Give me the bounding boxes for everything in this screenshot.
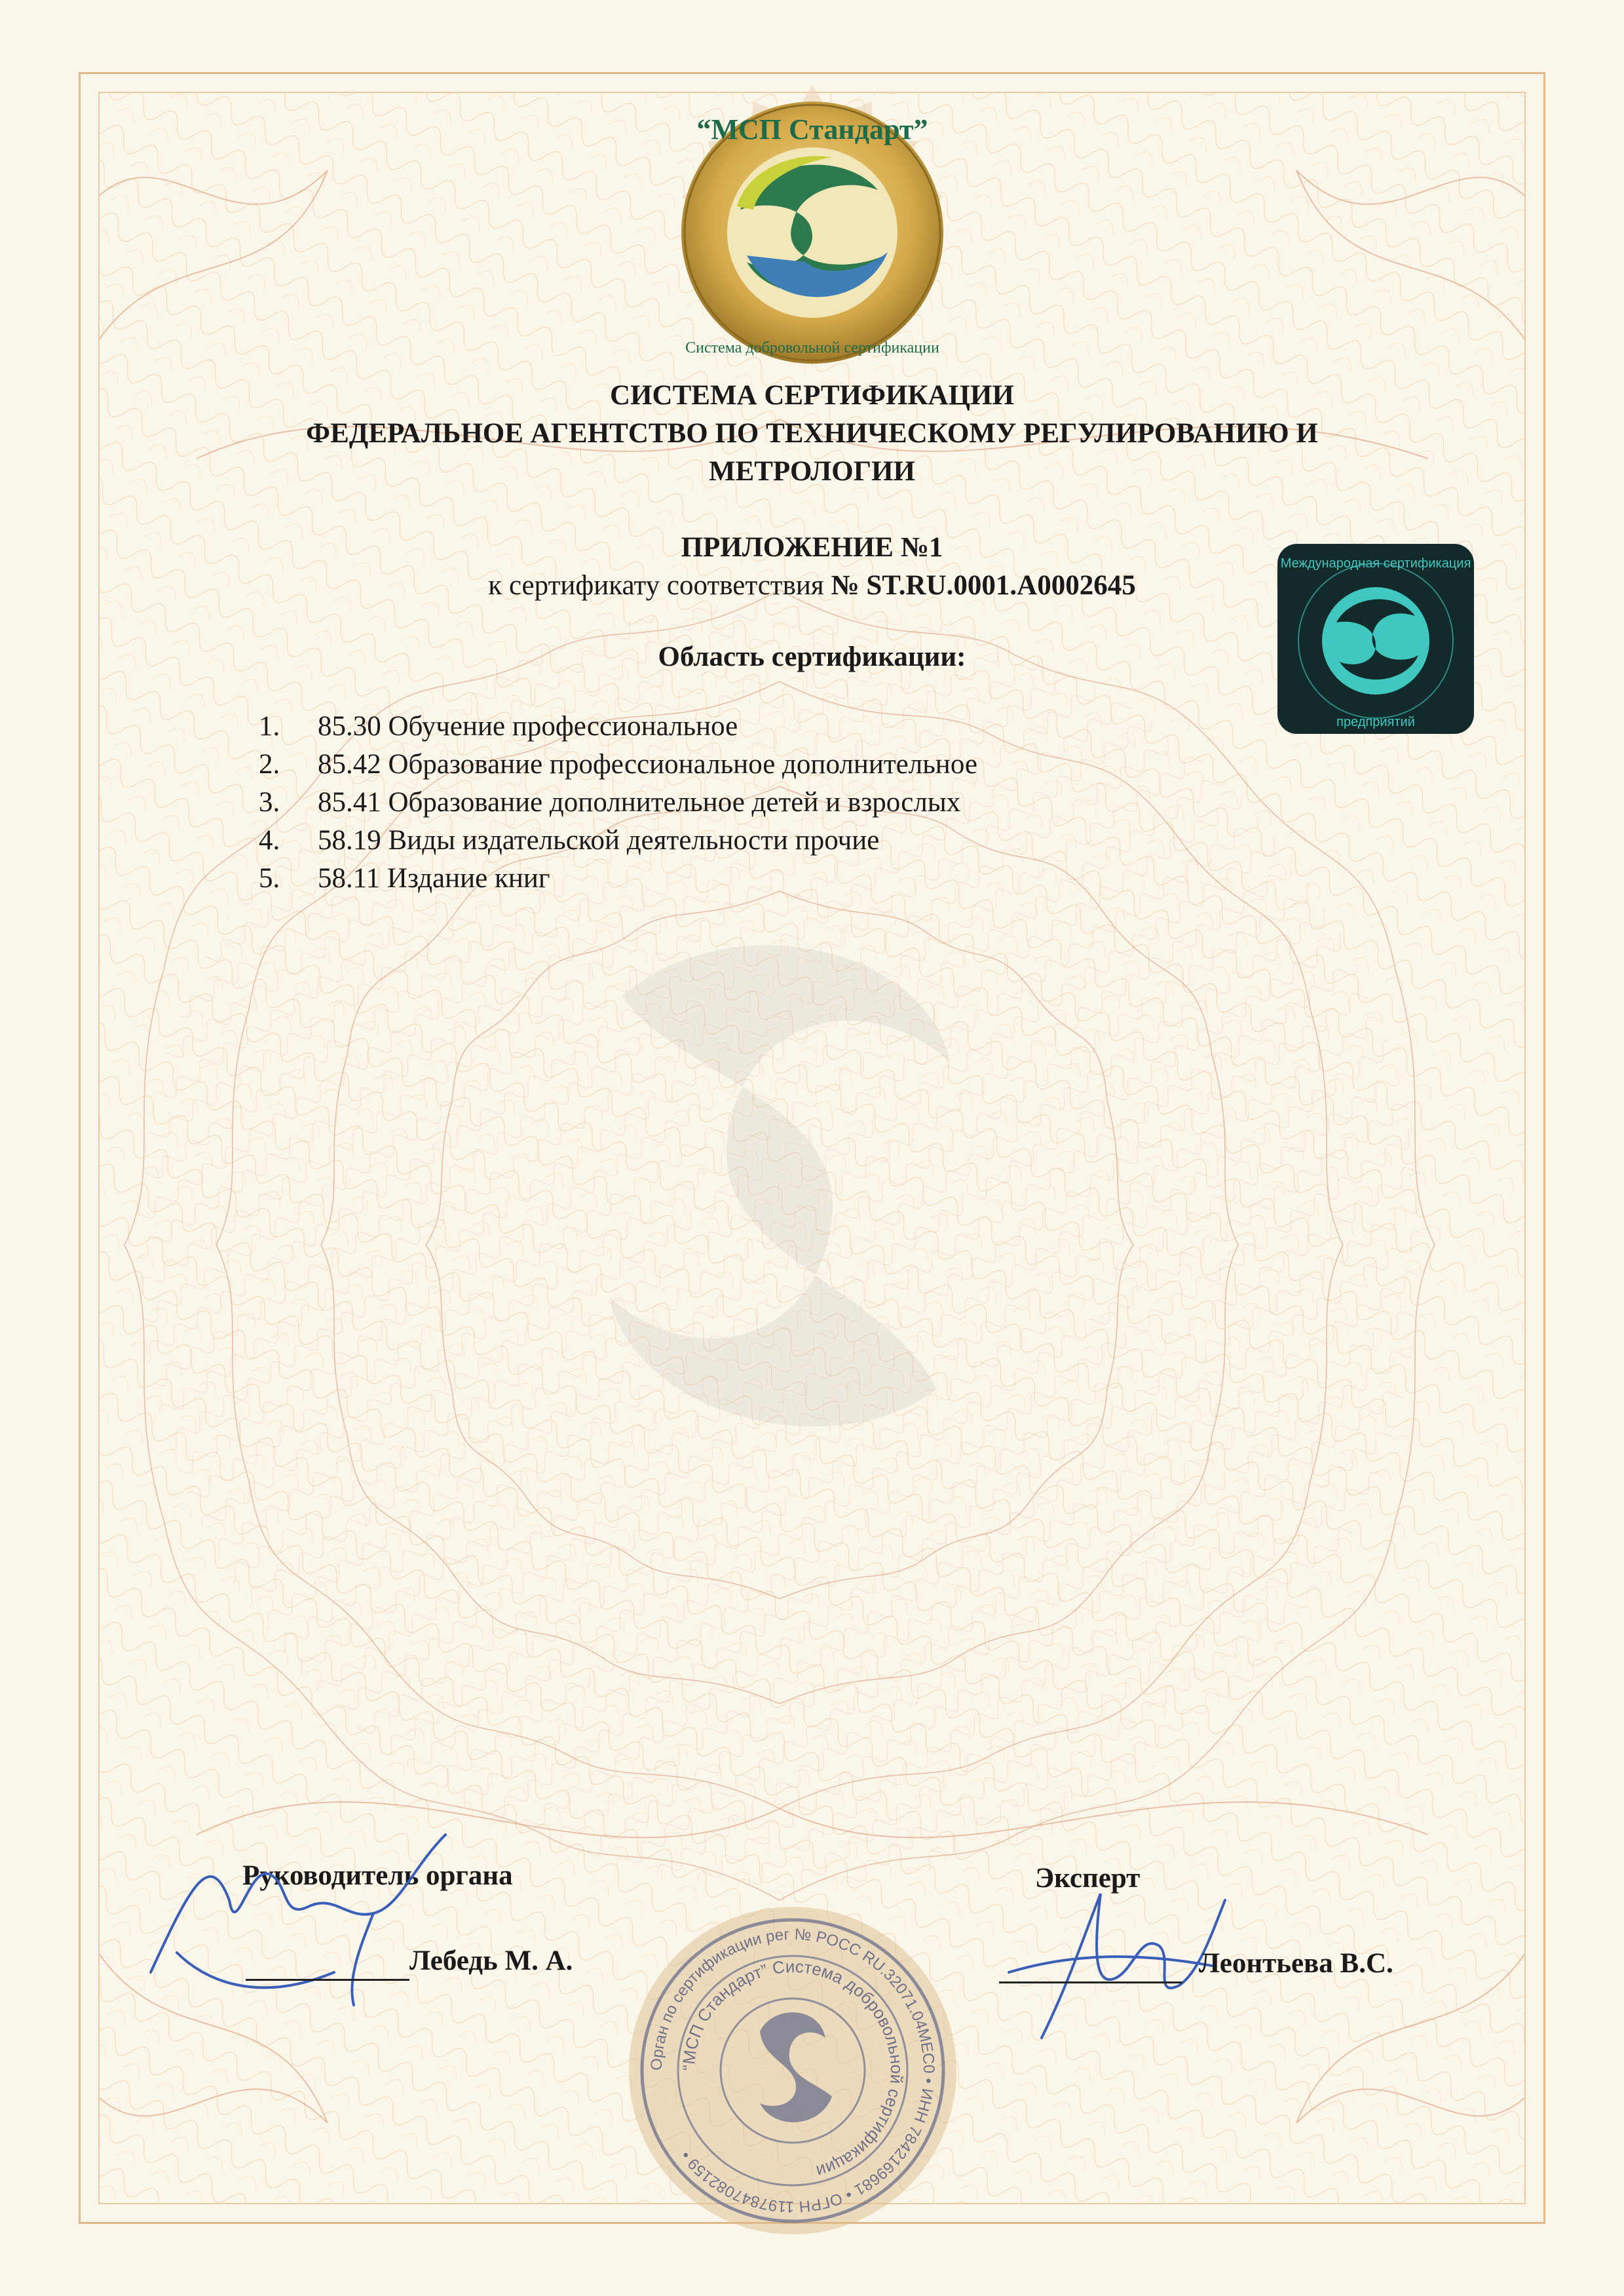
svg-text:Система добровольной сертифика: Система добровольной сертификации	[685, 339, 939, 356]
list-item-number: 1.	[259, 711, 280, 742]
list-item	[259, 860, 1241, 898]
list-item	[259, 746, 1241, 784]
official-round-stamp	[622, 1900, 963, 2241]
msp-standard-logo	[649, 79, 976, 406]
certificate-number: № ST.RU.0001.A0002645	[831, 570, 1136, 601]
expert-name: Леонтьева В.С.	[1199, 1948, 1393, 1979]
svg-text:Международная сертификация: Международная сертификация	[1280, 556, 1471, 571]
certification-system-header	[197, 377, 1427, 491]
scope-title: Область сертификации:	[658, 641, 966, 672]
svg-text:Орган по сертификации рег № РО: Орган по сертификации рег № РОСС RU.32071.04МЕС0 • ИНН 7842169681 • ОГРН 1197847082159 •	[647, 1925, 938, 2216]
header-line-1: СИСТЕМА СЕРТИФИКАЦИИ	[610, 380, 1014, 411]
svg-text:“МСП Стандарт” Система доброво: “МСП Стандарт” Система добровольной сертификации	[678, 1956, 907, 2182]
list-item	[259, 708, 1241, 746]
svg-text:предприятий: предприятий	[1336, 715, 1415, 729]
expert-signature-line	[999, 1981, 1182, 1983]
list-item-number: 2.	[259, 749, 280, 780]
header-line-2: ФЕДЕРАЛЬНОЕ АГЕНТСТВО ПО ТЕХНИЧЕСКОМУ РЕГУЛИРОВАНИЮ И	[306, 418, 1318, 449]
head-of-body-label: Руководитель органа	[242, 1860, 513, 1891]
list-item	[259, 822, 1241, 860]
scope-list	[259, 708, 1241, 898]
list-item-text: 58.19 Виды издательской деятельности прочие	[318, 825, 880, 856]
list-item-text: 85.42 Образование профессиональное дополнительное	[318, 749, 977, 780]
svg-text:“МСП Стандарт”: “МСП Стандарт”	[696, 113, 928, 145]
list-item-number: 4.	[259, 825, 280, 856]
appendix-subtitle	[197, 567, 1427, 604]
list-item	[259, 784, 1241, 822]
list-item-text: 85.30 Обучение профессиональное	[318, 711, 738, 742]
head-signature-line	[246, 1979, 409, 1981]
header-line-3: МЕТРОЛОГИИ	[708, 456, 915, 487]
list-item-text: 85.41 Образование дополнительное детей и взрослых	[318, 787, 961, 818]
list-item-number: 5.	[259, 863, 280, 894]
appendix-subtitle-prefix: к сертификату соответствия	[488, 570, 831, 601]
list-item-text: 58.11 Издание книг	[318, 863, 550, 894]
appendix-title: ПРИЛОЖЕНИЕ №1	[681, 532, 943, 563]
head-signature	[138, 1808, 465, 2018]
list-item-number: 3.	[259, 787, 280, 818]
expert-label: Эксперт	[1035, 1863, 1141, 1894]
head-name: Лебедь М. А.	[409, 1945, 573, 1976]
